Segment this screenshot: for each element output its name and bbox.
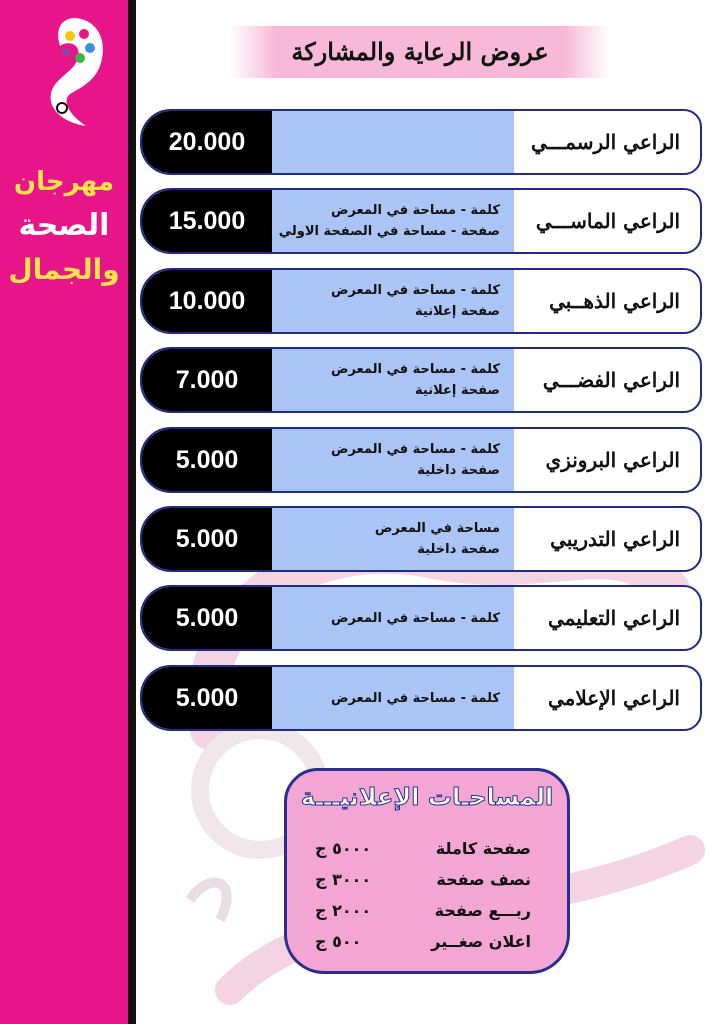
ad-spaces-list — [315, 833, 531, 957]
sponsor-benefits — [272, 270, 514, 332]
sponsor-benefit: كلمة - مساحة في المعرض — [330, 362, 500, 377]
sponsor-benefits — [272, 587, 514, 649]
sponsor-price: 5.000 — [142, 587, 272, 649]
sponsor-benefit: كلمة - مساحة في المعرض — [330, 442, 500, 457]
ad-space-label: ربـــع صفحة — [434, 901, 531, 920]
sponsor-name: الراعي الفضـــي — [542, 368, 680, 392]
ad-space-price: ٥٠٠ ج — [315, 932, 362, 951]
sponsor-name: الراعي الذهــبي — [549, 289, 680, 313]
ad-space-item — [315, 895, 531, 926]
sponsor-benefit: مساحة في المعرض — [374, 521, 500, 536]
ad-space-price: ٣٠٠٠ ج — [315, 870, 372, 889]
sponsor-row-gold — [140, 268, 702, 334]
ad-space-price: ٢٠٠٠ ج — [315, 901, 372, 920]
festival-title-line1: مهرجان — [13, 167, 115, 197]
sponsor-benefits — [272, 349, 514, 411]
sponsor-benefit: كلمة - مساحة في المعرض — [330, 283, 500, 298]
sponsor-benefit: صفحة - مساحة في الصفحة الاولي — [278, 224, 500, 239]
sponsor-name: الراعي البرونزي — [545, 448, 680, 472]
ad-spaces-panel — [284, 768, 570, 974]
sponsor-benefit: صفحة إعلانية — [415, 383, 500, 398]
sponsor-row-official — [140, 109, 702, 175]
sponsor-price: 20.000 — [142, 111, 272, 173]
ad-space-price: ٥٠٠٠ ج — [315, 839, 372, 858]
sponsor-benefits — [272, 111, 514, 173]
sponsor-name: الراعي التدريبي — [550, 527, 680, 551]
sponsor-price: 15.000 — [142, 190, 272, 252]
sponsor-benefit: كلمة - مساحة في المعرض — [330, 203, 500, 218]
sponsor-benefits — [272, 667, 514, 729]
sponsor-name: الراعي التعليمي — [547, 606, 680, 630]
sponsor-benefit: صفحة داخلية — [417, 542, 500, 557]
sponsor-price: 5.000 — [142, 508, 272, 570]
sponsor-benefit: كلمة - مساحة في المعرض — [330, 610, 500, 626]
sponsor-benefits — [272, 429, 514, 491]
sponsor-name: الراعي الرسمـــي — [530, 130, 680, 154]
sponsor-benefit: كلمة - مساحة في المعرض — [330, 690, 500, 706]
sidebar — [0, 0, 128, 1024]
festival-title — [0, 160, 128, 292]
sponsor-price: 10.000 — [142, 270, 272, 332]
festival-title-line3: والجمال — [8, 253, 120, 286]
ad-space-item — [315, 864, 531, 895]
ad-space-item — [315, 833, 531, 864]
sponsor-benefits — [272, 190, 514, 252]
sponsor-row-diamond — [140, 188, 702, 254]
sponsor-benefit: صفحة داخلية — [417, 463, 500, 478]
sponsor-name: الراعي الإعلامي — [547, 686, 680, 710]
sponsor-benefits — [272, 508, 514, 570]
sponsor-row-media — [140, 665, 702, 731]
page-title: عروض الرعاية والمشاركة — [230, 26, 610, 78]
sponsor-row-training — [140, 506, 702, 572]
ad-space-label: اعلان صغــير — [431, 932, 531, 951]
sponsor-row-education — [140, 585, 702, 651]
ad-space-label: صفحة كاملة — [435, 839, 531, 858]
sponsor-benefit: صفحة إعلانية — [415, 304, 500, 319]
festival-logo-icon — [40, 14, 110, 134]
sponsor-price: 5.000 — [142, 667, 272, 729]
ad-spaces-title: المساحـات الإعلانيـــة — [300, 783, 554, 811]
sponsor-row-silver — [140, 347, 702, 413]
sponsor-row-bronze — [140, 427, 702, 493]
festival-title-line2: الصحة — [18, 208, 110, 243]
sponsor-name: الراعي الماســـي — [535, 209, 680, 233]
ad-space-label: نصف صفحة — [436, 870, 531, 889]
sponsor-price: 5.000 — [142, 429, 272, 491]
sidebar-divider — [128, 0, 136, 1024]
ad-space-item — [315, 926, 531, 957]
sponsor-price: 7.000 — [142, 349, 272, 411]
